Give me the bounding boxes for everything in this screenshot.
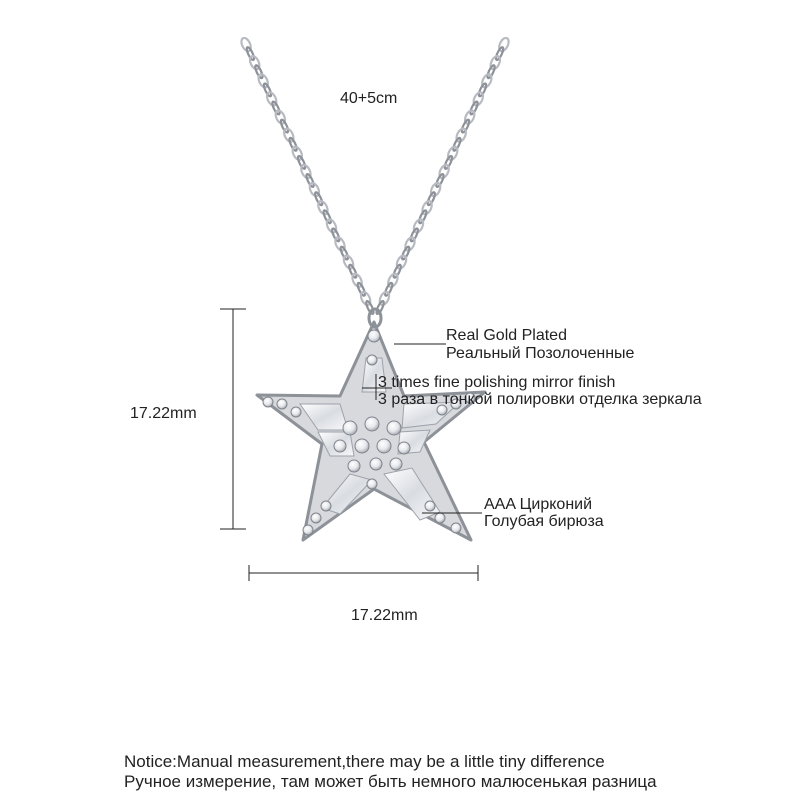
round-stone [377, 439, 391, 453]
stones-label-ru: Голубая бирюза [484, 513, 604, 530]
round-stone [348, 460, 360, 472]
chain-right [375, 36, 510, 314]
round-stone [390, 458, 402, 470]
round-stone [334, 440, 346, 452]
polishing-label-ru: 3 раза в тонкой полировки отделка зеркала [378, 391, 702, 408]
round-stone [435, 513, 445, 523]
round-stone [368, 330, 380, 342]
round-stone [370, 458, 382, 470]
chain-length-label: 40+5cm [340, 90, 398, 107]
round-stone [263, 397, 273, 407]
round-stone [277, 399, 287, 409]
notice-ru: Ручное измерение, там может быть немного малюсенькая разница [124, 772, 657, 791]
height-dimension-label: 17.22mm [130, 405, 197, 422]
round-stone [321, 501, 331, 511]
round-stone [303, 525, 313, 535]
round-stone [311, 513, 321, 523]
chain-left [240, 36, 375, 314]
round-stone [365, 417, 379, 431]
width-dimension-line [249, 565, 478, 581]
stones-label-en: AAA Цирконий [484, 496, 593, 513]
plating-label-ru: Реальный Позолоченные [446, 345, 635, 362]
width-dimension-label: 17.22mm [351, 607, 418, 624]
round-stone [387, 421, 401, 435]
round-stone [355, 439, 369, 453]
round-stone [451, 523, 461, 533]
round-stone [367, 355, 377, 365]
height-dimension-line [220, 309, 246, 529]
notice-en: Notice:Manual measurement,there may be a little tiny difference [124, 752, 605, 771]
plating-label-en: Real Gold Plated [446, 327, 567, 344]
round-stone [367, 479, 377, 489]
round-stone [398, 442, 410, 454]
round-stone [343, 421, 357, 435]
round-stone [291, 407, 301, 417]
polishing-label-en: 3 times fine polishing mirror finish [378, 374, 616, 391]
round-stone [425, 501, 435, 511]
